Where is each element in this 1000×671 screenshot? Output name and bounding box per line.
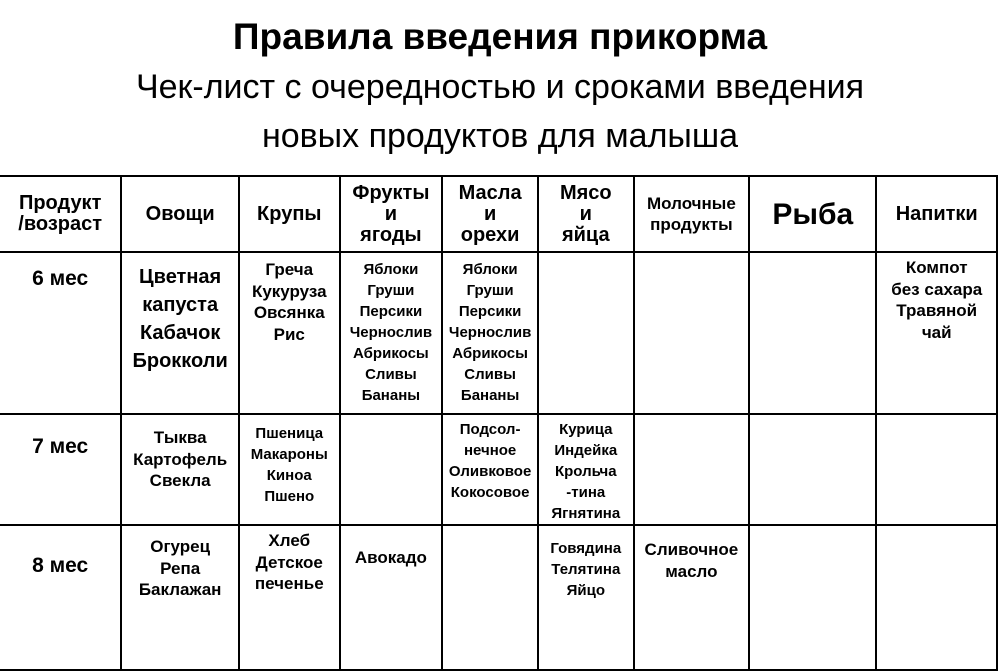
product-item: Чернослив xyxy=(448,324,532,341)
product-item: Свекла xyxy=(149,471,211,490)
page-title: Правила введения прикорма xyxy=(232,16,768,57)
product-item: Картофель xyxy=(133,449,228,469)
age-cell: 7 мес xyxy=(0,414,121,525)
header-meat-line: яйца xyxy=(561,223,610,246)
product-item: масло xyxy=(665,561,718,581)
product-item: Овсянка xyxy=(253,303,325,322)
meat-cell xyxy=(538,252,634,414)
dairy-cell xyxy=(634,252,750,414)
product-item: Баклажан xyxy=(138,580,222,599)
header-oils-line: Масла xyxy=(458,181,522,204)
product-item: Индейка xyxy=(554,442,618,459)
drinks-cell xyxy=(876,525,997,670)
product-item: Пшено xyxy=(264,488,315,505)
vegetables-cell xyxy=(121,414,239,525)
product-item: Пшеница xyxy=(255,425,324,442)
header-drinks: Напитки xyxy=(876,176,997,252)
product-item: Репа xyxy=(160,558,201,578)
oils-cell xyxy=(442,414,538,525)
product-item: Киноа xyxy=(266,467,312,484)
product-item: Кабачок xyxy=(139,322,221,344)
product-item: Авокадо xyxy=(354,548,427,567)
header-oils-line: и xyxy=(483,202,497,225)
product-item: Яблоки xyxy=(462,261,518,278)
product-item: Сливочное xyxy=(644,540,739,559)
product-item: Сливы xyxy=(365,366,417,383)
header-fruits xyxy=(340,176,443,252)
oils-cell xyxy=(442,525,538,670)
header-vegetables: Овощи xyxy=(121,176,239,252)
product-item: Персики xyxy=(458,303,522,320)
dairy-cell xyxy=(634,525,750,670)
feeding-schedule-table xyxy=(0,175,998,671)
product-item: Макароны xyxy=(250,446,328,463)
product-item: Персики xyxy=(359,303,423,320)
header-meat xyxy=(538,176,634,252)
header-cereals: Крупы xyxy=(239,176,340,252)
product-item: Груши xyxy=(367,282,415,299)
meat-cell xyxy=(538,525,634,670)
product-item: -тина xyxy=(566,484,606,501)
age-cell: 8 мес xyxy=(0,525,121,670)
drinks-cell xyxy=(876,252,997,414)
vegetables-cell xyxy=(121,252,239,414)
cereals-cell xyxy=(239,525,340,670)
header-product-age-line: /возраст xyxy=(18,213,103,235)
header-meat-line: и xyxy=(579,202,592,225)
product-item: нечное xyxy=(463,442,517,459)
product-item: Греча xyxy=(265,260,314,279)
product-item: Кукуруза xyxy=(251,281,327,301)
product-item: Бананы xyxy=(361,387,421,404)
drinks-cell xyxy=(876,414,997,525)
header-oils-line: орехи xyxy=(460,223,520,246)
age-cell: 6 мес xyxy=(0,252,121,414)
header-oils xyxy=(442,176,538,252)
header-dairy-line: Молочные xyxy=(647,194,736,213)
product-item: Яйцо xyxy=(566,582,605,599)
product-item: капуста xyxy=(142,294,219,316)
product-item: Крольча xyxy=(554,463,617,480)
cereals-cell xyxy=(239,252,340,414)
product-item: Абрикосы xyxy=(452,345,528,362)
fruits-cell xyxy=(340,252,443,414)
page-subtitle-line-2: новых продуктов для малыша xyxy=(261,117,739,155)
product-item: Сливы xyxy=(464,366,516,383)
header-product-age xyxy=(0,176,121,252)
oils-cell xyxy=(442,252,538,414)
product-item: Подсол- xyxy=(459,421,521,438)
header-fruits-line: и xyxy=(384,202,398,225)
product-item: Компот xyxy=(905,258,968,277)
header-dairy-line: продукты xyxy=(650,215,733,234)
table-row xyxy=(0,525,997,670)
table-row xyxy=(0,252,997,414)
header-fruits-line: ягоды xyxy=(360,223,422,246)
header-meat-line: Мясо xyxy=(559,181,612,204)
product-item: Ягнятина xyxy=(551,505,621,522)
product-item: без сахара xyxy=(891,279,983,299)
product-item: Чернослив xyxy=(349,324,433,341)
fish-cell xyxy=(749,525,876,670)
fruits-cell xyxy=(340,414,443,525)
product-item: Цветная xyxy=(139,266,222,288)
fruits-cell xyxy=(340,525,443,670)
product-item: Говядина xyxy=(550,540,622,557)
fish-cell xyxy=(749,414,876,525)
product-item: Оливковое xyxy=(448,463,532,480)
table-row xyxy=(0,414,997,525)
page-subtitle-line-1: Чек-лист с очередностью и сроками введения xyxy=(135,68,865,106)
product-item: Рис xyxy=(273,324,305,344)
header-dairy xyxy=(634,176,750,252)
product-item: Брокколи xyxy=(132,350,228,372)
product-item: чай xyxy=(921,322,952,342)
product-item: Тыква xyxy=(153,428,207,447)
product-item: Бананы xyxy=(460,387,520,404)
product-item: Огурец xyxy=(150,537,211,556)
product-item: Груши xyxy=(466,282,514,299)
product-item: Курица xyxy=(559,421,613,438)
product-item: Телятина xyxy=(551,561,621,578)
product-item: Кокосовое xyxy=(450,484,530,501)
product-item: Хлеб xyxy=(268,531,311,550)
product-item: Абрикосы xyxy=(353,345,429,362)
header-fish: Рыба xyxy=(749,176,876,252)
cereals-cell xyxy=(239,414,340,525)
fish-cell xyxy=(749,252,876,414)
product-item: Травяной xyxy=(896,301,978,320)
product-item: печенье xyxy=(254,574,324,593)
product-item: Яблоки xyxy=(363,261,419,278)
table-header-row xyxy=(0,176,997,252)
vegetables-cell xyxy=(121,525,239,670)
header-product-age-line: Продукт xyxy=(18,192,102,214)
header-fruits-line: Фрукты xyxy=(352,181,430,204)
product-item: Детское xyxy=(255,552,323,572)
meat-cell xyxy=(538,414,634,525)
dairy-cell xyxy=(634,414,750,525)
